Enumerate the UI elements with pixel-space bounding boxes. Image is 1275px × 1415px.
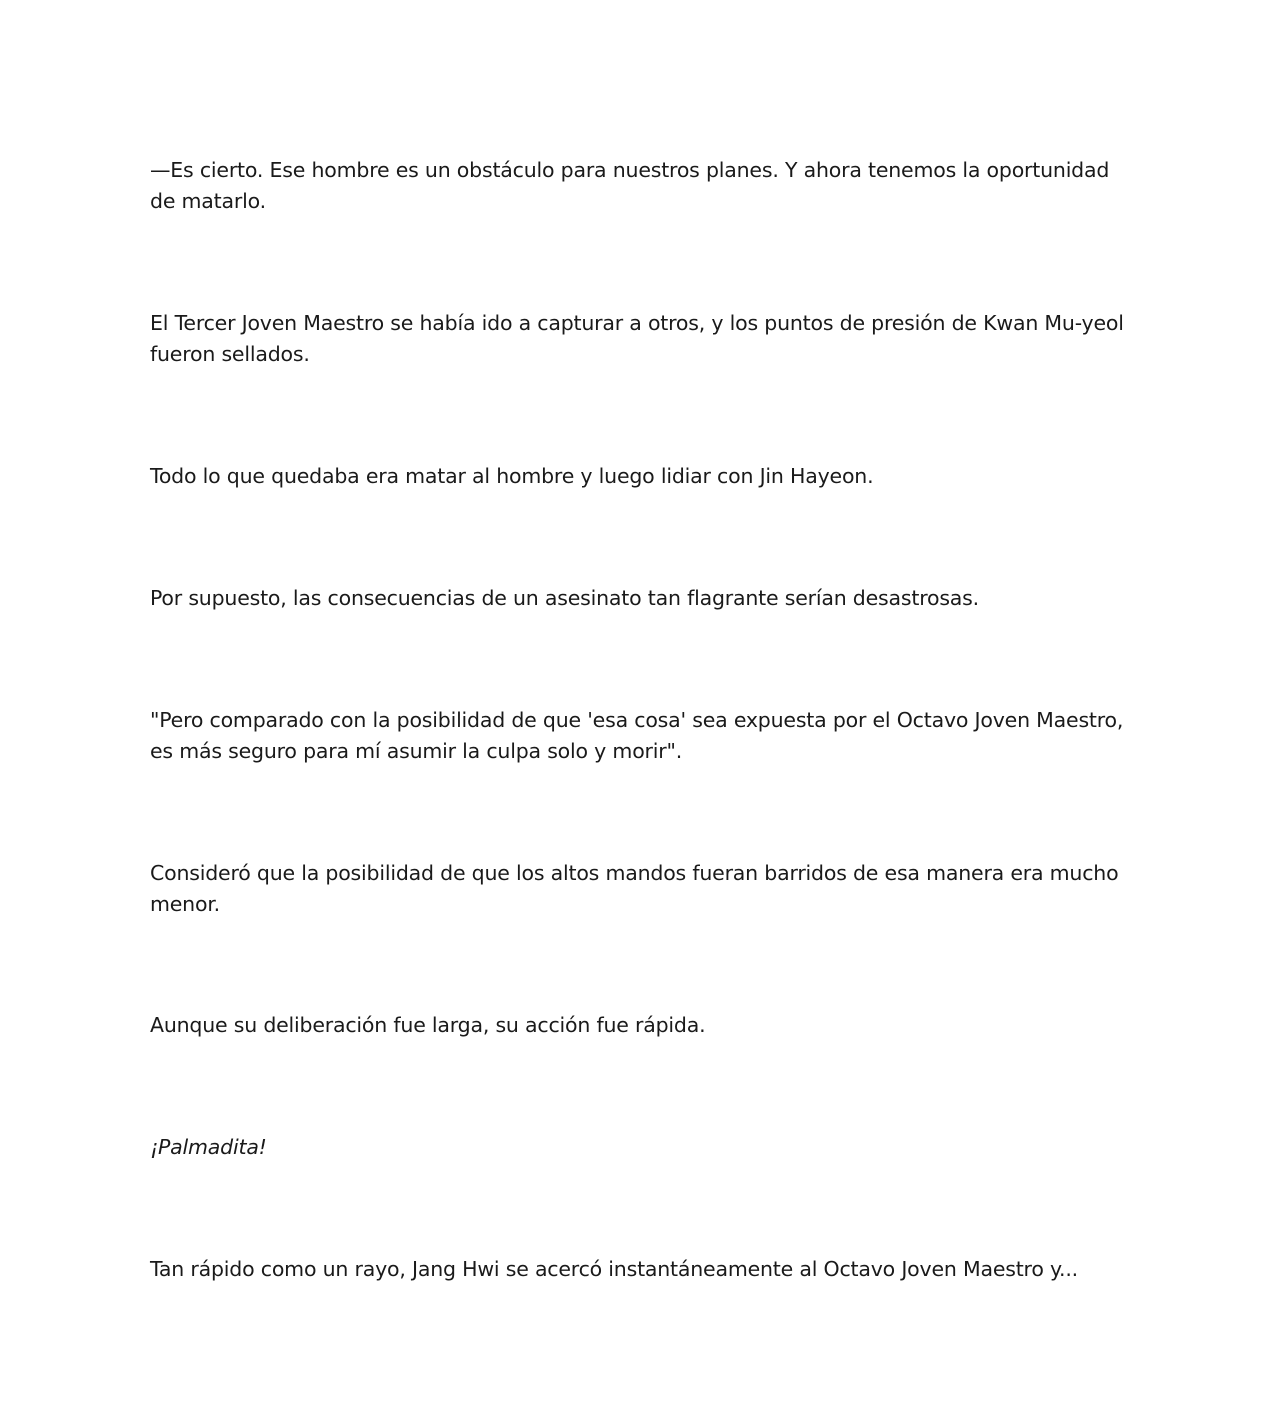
paragraph-8-onomatopoeia: ¡Palmadita! (150, 1135, 267, 1159)
paragraph-1: —Es cierto. Ese hombre es un obstáculo para nuestros planes. Y ahora tenemos la oportunidad de matarlo. (150, 158, 1110, 213)
paragraph-7: Aunque su deliberación fue larga, su acción fue rápida. (150, 1013, 706, 1037)
paragraph-9: Tan rápido como un rayo, Jang Hwi se acercó instantáneamente al Octavo Joven Maestro y... (150, 1257, 1078, 1281)
paragraph-4: Por supuesto, las consecuencias de un asesinato tan flagrante serían desastrosas. (150, 586, 979, 610)
paragraph-6: Consideró que la posibilidad de que los altos mandos fueran barridos de esa manera era mucho menor. (150, 861, 1119, 916)
paragraph-5: "Pero comparado con la posibilidad de que 'esa cosa' sea expuesta por el Octavo Joven Maestro, es más seguro para mí asumir la culpa solo y morir". (150, 708, 1124, 763)
paragraph-3: Todo lo que quedaba era matar al hombre y luego lidiar con Jin Hayeon. (150, 464, 874, 488)
paragraph-2: El Tercer Joven Maestro se había ido a capturar a otros, y los puntos de presión de Kwan Mu-yeol fueron sellados. (150, 311, 1124, 366)
